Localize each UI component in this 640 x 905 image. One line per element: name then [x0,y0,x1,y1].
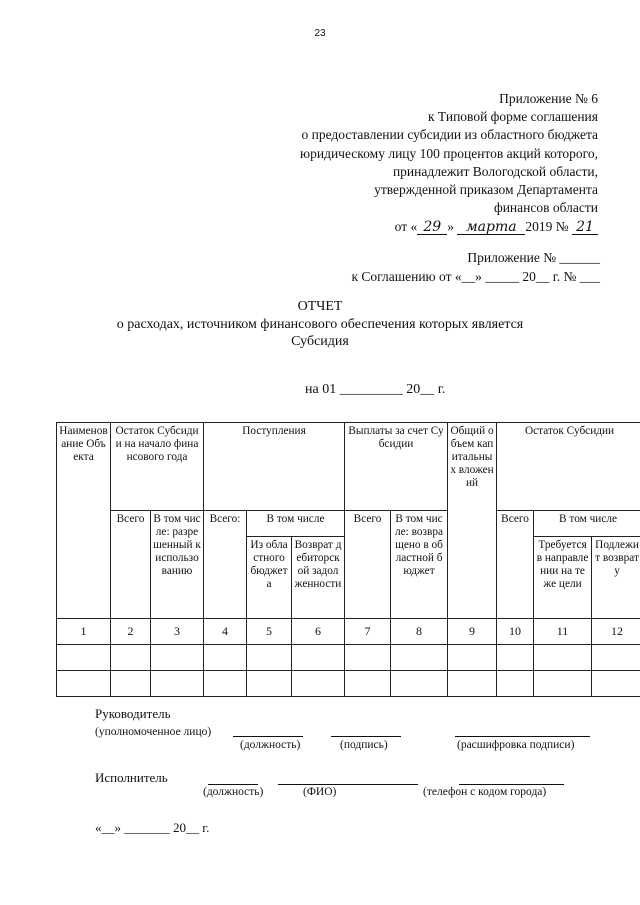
column-number: 10 [497,619,534,645]
table-cell[interactable] [292,645,345,671]
column-number: 8 [391,619,448,645]
header-incl-resolved: В том числе: разрешенный к использованию [151,511,204,619]
phone-line [459,784,564,785]
appendix-line: утвержденной приказом Департамента [374,182,598,198]
head-label: Руководитель [95,706,171,721]
position-caption: (должность) [240,739,301,751]
report-title-block [0,298,640,351]
column-number: 11 [534,619,592,645]
decoding-line [455,736,590,737]
agreement-appendix-line: Приложение № ______ [467,250,600,265]
header-incl-rest: В том числе [534,511,640,537]
table-cell[interactable] [391,671,448,697]
table-cell[interactable] [111,645,151,671]
header-from-budget: Из областного бюджета [247,537,292,619]
header-payments: Выплаты за счет Субсидии [345,423,448,511]
table-row [57,671,640,697]
table-cell[interactable] [345,671,391,697]
report-subtitle: о расходах, источником финансового обеспечения которых является [116,316,524,332]
position-line [208,784,258,785]
column-number-row [57,619,640,645]
table-cell[interactable] [448,671,497,697]
header-name: Наименование Объекта [57,423,111,619]
header-total: Всего: [204,511,247,619]
appendix-line: к Типовой форме соглашения [428,109,598,125]
fio-caption: (ФИО) [303,786,337,798]
column-number: 3 [151,619,204,645]
header-to-return: Подлежит возврату [592,537,640,619]
column-number: 2 [111,619,151,645]
handwritten-day: 29 [417,220,447,235]
fio-line [278,784,418,785]
date-year: 2019 № [525,219,569,235]
date-prefix: от « [394,219,418,235]
handwritten-month: марта [457,220,525,235]
header-debt-return: Возврат дебиторской задолженности [292,537,345,619]
date-mid: » [447,219,454,235]
table-cell[interactable] [534,671,592,697]
table-cell[interactable] [247,671,292,697]
header-incl-income: В том числе [247,511,345,537]
column-number: 6 [292,619,345,645]
appendix-line: принадлежит Вологодской области, [392,163,598,179]
agreement-appendix-line: к Соглашению от «__» _____ 20__ г. № ___ [351,269,600,284]
table-cell[interactable] [592,671,640,697]
column-number: 9 [448,619,497,645]
position-line [233,736,303,737]
table-cell[interactable] [534,645,592,671]
executor-label: Исполнитель [95,770,168,785]
appendix-line: Приложение № 6 [499,91,598,106]
header-incl-returned: В том числе: возвращено в областной бюджет [391,511,448,619]
table-cell[interactable] [204,671,247,697]
report-title: ОТЧЕТ [297,299,343,314]
report-table [56,422,640,697]
signature-caption: (подпись) [340,739,388,751]
appendix-line: финансов области [493,200,598,216]
column-number: 7 [345,619,391,645]
table-cell[interactable] [497,645,534,671]
table-row [57,645,640,671]
table-cell[interactable] [292,671,345,697]
header-income: Поступления [204,423,345,511]
agreement-appendix [200,248,600,286]
appendix-line: о предоставлении субсидии из областного бюджета [301,127,598,143]
authorized-label: (уполномоченное лицо) [95,726,212,738]
report-date: на 01 _________ 20__ г. [305,382,446,397]
table-cell[interactable] [57,671,111,697]
table-cell[interactable] [345,645,391,671]
header-total: Всего [111,511,151,619]
column-number: 12 [592,619,640,645]
phone-caption: (телефон с кодом города) [423,786,547,798]
table-cell[interactable] [592,645,640,671]
table-cell[interactable] [151,645,204,671]
page-number: 23 [314,28,326,39]
appendix-header [198,90,598,237]
table-cell[interactable] [448,645,497,671]
table-cell[interactable] [391,645,448,671]
header-remaining: Остаток Субсидии [497,423,640,511]
table-cell[interactable] [204,645,247,671]
signature-line [331,736,401,737]
appendix-date-line [198,218,598,236]
signature-date: «__» _______ 20__ г. [95,820,210,835]
appendix-line: юридическому лицу 100 процентов акций которого, [300,145,598,161]
decoding-caption: (расшифровка подписи) [457,739,575,751]
table-cell[interactable] [57,645,111,671]
table-cell[interactable] [111,671,151,697]
handwritten-number: 21 [572,220,598,235]
position-caption: (должность) [203,786,264,798]
table-cell[interactable] [247,645,292,671]
header-needed: Требуется в направлении на те же цели [534,537,592,619]
header-start-balance: Остаток Субсидии на начало финансового года [111,423,204,511]
header-total: Всего [497,511,534,619]
report-subtitle: Субсидия [291,334,349,349]
table-cell[interactable] [497,671,534,697]
table-cell[interactable] [151,671,204,697]
header-capital: Общий объем капитальных вложений [448,423,497,619]
header-total: Всего [345,511,391,619]
column-number: 1 [57,619,111,645]
column-number: 4 [204,619,247,645]
column-number: 5 [247,619,292,645]
